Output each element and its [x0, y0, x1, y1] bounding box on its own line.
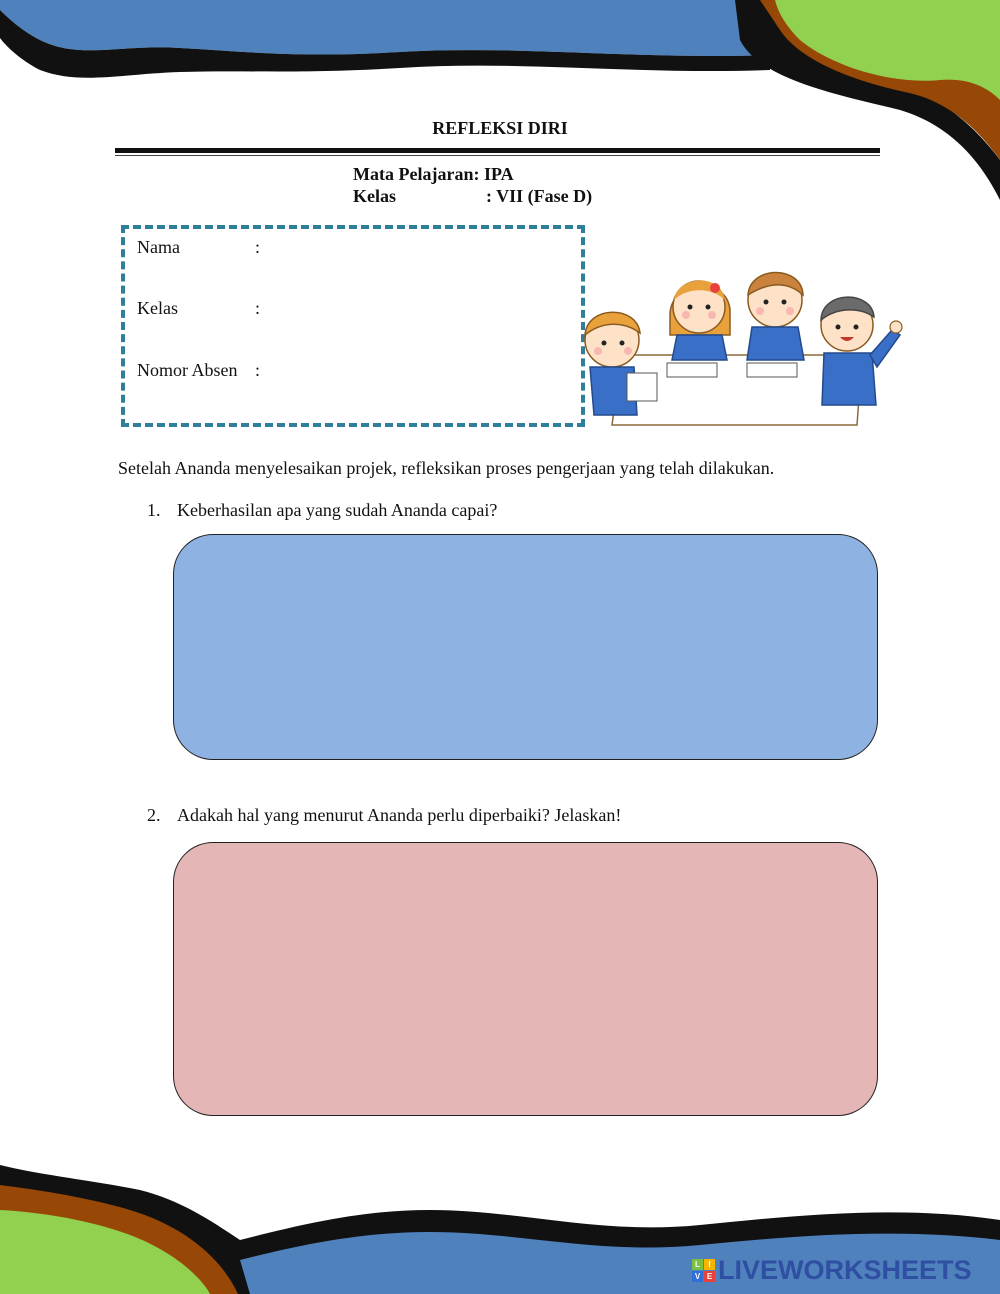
subject-value: IPA	[483, 164, 514, 184]
title-rule-thin	[115, 155, 880, 156]
intro-instruction: Setelah Ananda menyelesaikan projek, refleksikan proses pengerjaan yang telah dilakukan.	[118, 458, 775, 478]
top-blue-wave	[0, 0, 770, 56]
students-illustration	[582, 255, 907, 430]
class-field[interactable]	[137, 298, 260, 319]
question-2-number: 2.	[147, 805, 161, 825]
brand-name: LIVEWORKSHEETS	[718, 1254, 972, 1285]
question-2-text: Adakah hal yang menurut Ananda perlu diperbaiki? Jelaskan!	[177, 805, 622, 825]
subject-label: Mata Pelajaran:	[353, 164, 480, 184]
subject-line	[353, 164, 514, 185]
question-1-number: 1.	[147, 500, 161, 520]
logo-letter-i: I	[704, 1259, 715, 1270]
liveworksheets-logo-icon	[692, 1259, 715, 1282]
question-2	[147, 805, 621, 826]
answer-box-1[interactable]	[173, 534, 878, 760]
logo-letter-v: V	[692, 1271, 703, 1282]
logo-letter-e: E	[704, 1271, 715, 1282]
name-field[interactable]	[137, 237, 260, 258]
logo-letter-l: L	[692, 1259, 703, 1270]
name-label: Nama	[137, 237, 180, 257]
class-colon: :	[255, 298, 261, 318]
liveworksheets-brand	[692, 1254, 972, 1286]
student-4	[821, 297, 902, 405]
title-rule-thick	[115, 148, 880, 153]
name-colon: :	[255, 237, 261, 257]
absence-number-colon: :	[255, 360, 261, 380]
grade-value: : VII (Fase D)	[486, 186, 593, 206]
question-1-text: Keberhasilan apa yang sudah Ananda capai?	[177, 500, 498, 520]
question-1	[147, 500, 497, 521]
student-identity-box	[121, 225, 585, 427]
answer-box-2[interactable]	[173, 842, 878, 1116]
page-title: REFLEKSI DIRI	[432, 118, 568, 138]
grade-line	[353, 186, 592, 207]
absence-number-label: Nomor Absen	[137, 360, 238, 380]
student-3	[747, 273, 804, 361]
grade-label: Kelas	[353, 186, 396, 206]
absence-number-field[interactable]	[137, 360, 260, 381]
class-label: Kelas	[137, 298, 178, 318]
student-2	[670, 280, 730, 360]
